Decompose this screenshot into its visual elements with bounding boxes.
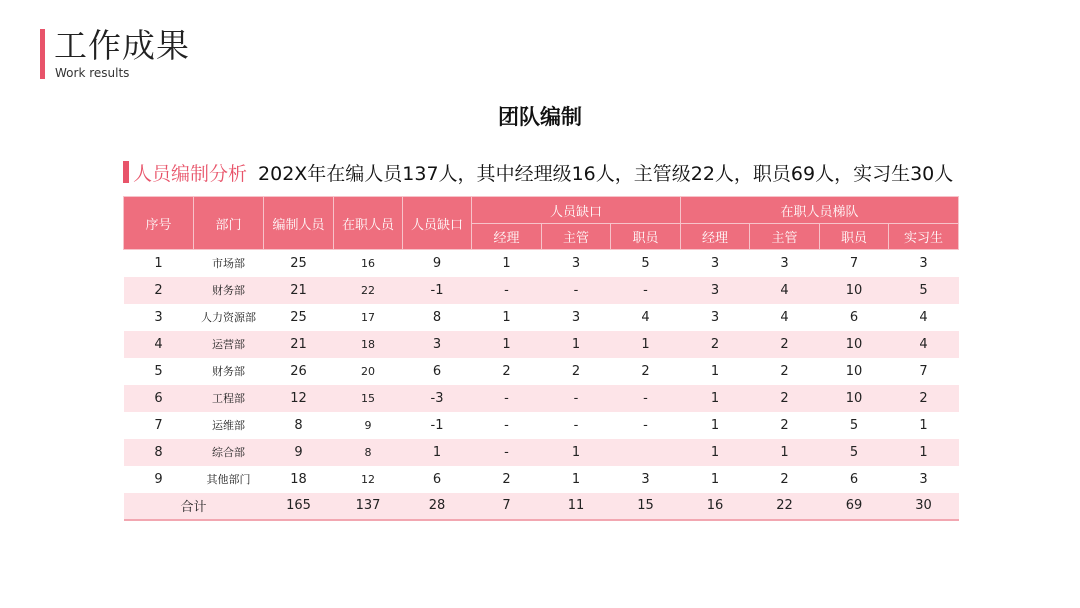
table-cell: 10 [845, 363, 863, 379]
table-cell: 4 [889, 331, 959, 358]
staffing-table [123, 196, 959, 521]
dept-cell: 其他部门 [206, 473, 251, 486]
table-cell: 4 [780, 309, 789, 325]
table-cell: -1 [430, 417, 444, 433]
table-cell: 1 [889, 439, 959, 466]
table-cell: 5 [641, 255, 650, 271]
table-cell: - [504, 417, 509, 433]
table-cell: 16 [361, 256, 375, 270]
header-shortage-staff: 职员 [611, 224, 681, 250]
table-cell: 1 [502, 309, 511, 325]
table-cell: 2 [750, 385, 820, 412]
header-planned: 编制人员 [264, 197, 334, 250]
table-cell: 1 [472, 331, 542, 358]
table-cell: 2 [571, 363, 581, 379]
dept-cell: 运营部 [194, 331, 264, 358]
table-cell: 6 [432, 471, 442, 487]
table-cell: 9 [364, 418, 372, 432]
table-cell: 9 [154, 471, 163, 487]
table-cell: 20 [361, 364, 375, 378]
table-cell: 2 [641, 363, 650, 379]
table-cell: 9 [264, 439, 334, 466]
table-cell: 3 [571, 309, 581, 325]
table-cell: 3 [710, 255, 720, 271]
table-cell: 10 [820, 385, 889, 412]
table-cell: 2 [502, 363, 511, 379]
table-cell: 3 [919, 255, 928, 271]
section-title: 团队编制 [498, 105, 582, 129]
header-ladder-manager: 经理 [681, 224, 750, 250]
table-cell: 3 [710, 309, 720, 325]
table-cell: 7 [849, 255, 859, 271]
total-cell: 30 [889, 493, 959, 520]
total-cell: 16 [681, 493, 750, 520]
table-cell: 15 [334, 385, 403, 412]
table-cell: 26 [290, 363, 307, 379]
table-cell: - [611, 277, 681, 304]
table-cell: 12 [264, 385, 334, 412]
dept-cell: 人力资源部 [201, 311, 256, 324]
table-cell: 6 [849, 471, 859, 487]
dept-cell: 综合部 [194, 439, 264, 466]
table-row [124, 358, 959, 385]
page-title: 工作成果 [54, 26, 190, 65]
table-cell: 1 [611, 331, 681, 358]
table-cell: 6 [849, 309, 859, 325]
dept-cell: 运维部 [212, 419, 245, 432]
table-body [124, 250, 959, 520]
header-ladder-staff: 职员 [820, 224, 889, 250]
table-cell [611, 439, 681, 466]
table-cell: - [542, 385, 611, 412]
table-total-row [124, 493, 959, 520]
table-cell: 9 [432, 255, 442, 271]
table-cell: 2 [780, 417, 789, 433]
table-cell: 3 [641, 471, 650, 487]
summary-text: 202X年在编人员137人，其中经理级16人，主管级22人，职员69人，实习生30人 [258, 162, 954, 185]
table-cell: 2 [780, 363, 789, 379]
header-seq: 序号 [124, 197, 194, 250]
total-cell: 11 [542, 493, 611, 520]
table-cell: 1 [710, 471, 720, 487]
total-cell: 137 [334, 493, 403, 520]
table-cell: 3 [919, 471, 928, 487]
table-cell: 3 [154, 309, 163, 325]
table-cell: 2 [681, 331, 750, 358]
total-cell: 7 [472, 493, 542, 520]
table-cell: 22 [334, 277, 403, 304]
table-cell: - [542, 277, 611, 304]
summary-tag: 人员编制分析 [133, 162, 248, 185]
table-cell: 21 [264, 331, 334, 358]
table-cell: 2 [780, 471, 789, 487]
summary-accent-bar [123, 161, 129, 183]
dept-cell: 市场部 [212, 257, 245, 271]
table-cell: 1 [681, 439, 750, 466]
table-cell: - [472, 277, 542, 304]
header-ladder-supervisor: 主管 [750, 224, 820, 250]
table-cell: 8 [124, 439, 194, 466]
table-cell: 17 [361, 310, 375, 324]
table-row [124, 331, 959, 358]
table-cell: 5 [849, 417, 859, 433]
table-cell: 3 [681, 277, 750, 304]
table-cell: 6 [432, 363, 442, 379]
table-cell: 1 [154, 255, 163, 271]
summary-line [123, 157, 953, 187]
table-row [124, 439, 959, 466]
total-cell: 22 [750, 493, 820, 520]
table-row [124, 466, 959, 493]
table-header [124, 197, 959, 250]
header-group-ladder: 在职人员梯队 [681, 197, 959, 224]
table-cell: 1 [681, 385, 750, 412]
title-accent-bar [40, 29, 45, 79]
table-cell: 1 [571, 471, 581, 487]
header-dept: 部门 [194, 197, 264, 250]
table-cell: 6 [124, 385, 194, 412]
table-cell: 12 [361, 472, 375, 486]
table-cell: 1 [710, 417, 720, 433]
table-cell: - [611, 385, 681, 412]
table-cell: 3 [403, 331, 472, 358]
header-shortage: 人员缺口 [403, 197, 472, 250]
table-cell: 5 [154, 363, 163, 379]
table-cell: 2 [502, 471, 511, 487]
table-cell: 7 [154, 417, 163, 433]
table-cell: 7 [919, 363, 928, 379]
table-cell: 4 [919, 309, 928, 325]
table-cell: 1 [750, 439, 820, 466]
dept-cell: 财务部 [194, 277, 264, 304]
table-cell: - [472, 439, 542, 466]
table-row [124, 277, 959, 304]
table-cell: -3 [403, 385, 472, 412]
table-cell: 3 [780, 255, 789, 271]
table-cell: 2 [750, 331, 820, 358]
table-cell: 18 [290, 471, 307, 487]
table-cell: 5 [889, 277, 959, 304]
table-cell: 25 [290, 309, 307, 325]
dept-cell: 工程部 [194, 385, 264, 412]
header-shortage-manager: 经理 [472, 224, 542, 250]
table-cell: 4 [124, 331, 194, 358]
table-cell: 1 [542, 331, 611, 358]
table-cell: - [643, 417, 648, 433]
table-row [124, 385, 959, 412]
header-ladder-intern: 实习生 [889, 224, 959, 250]
table-cell: 1 [710, 363, 720, 379]
total-label: 合计 [124, 493, 264, 520]
table-cell: - [573, 417, 579, 433]
table-row [124, 250, 959, 277]
table-row [124, 412, 959, 439]
table-cell: 18 [334, 331, 403, 358]
total-cell: 165 [264, 493, 334, 520]
table-cell: 3 [571, 255, 581, 271]
table-cell: 21 [264, 277, 334, 304]
dept-cell: 财务部 [212, 365, 245, 378]
table-cell: 8 [294, 417, 303, 433]
table-cell: -1 [403, 277, 472, 304]
table-cell: 10 [820, 331, 889, 358]
table-row [124, 304, 959, 331]
total-cell: 69 [820, 493, 889, 520]
table-cell: 1 [542, 439, 611, 466]
table-cell: 4 [641, 309, 650, 325]
table-cell: - [472, 385, 542, 412]
header-group-shortage: 人员缺口 [472, 197, 681, 224]
header-incumbent: 在职人员 [334, 197, 403, 250]
table-cell: 1 [502, 255, 511, 271]
header-shortage-supervisor: 主管 [542, 224, 611, 250]
table-cell: 2 [889, 385, 959, 412]
table-cell: 8 [334, 439, 403, 466]
table-cell: 1 [919, 417, 928, 433]
table-cell: 1 [403, 439, 472, 466]
table-cell: 8 [432, 309, 442, 325]
table-cell: 4 [750, 277, 820, 304]
table-cell: 5 [820, 439, 889, 466]
table-cell: 10 [820, 277, 889, 304]
page-subtitle: Work results [55, 66, 130, 80]
table-cell: 25 [290, 255, 307, 271]
table-cell: 2 [124, 277, 194, 304]
total-cell: 15 [611, 493, 681, 520]
total-cell: 28 [403, 493, 472, 520]
